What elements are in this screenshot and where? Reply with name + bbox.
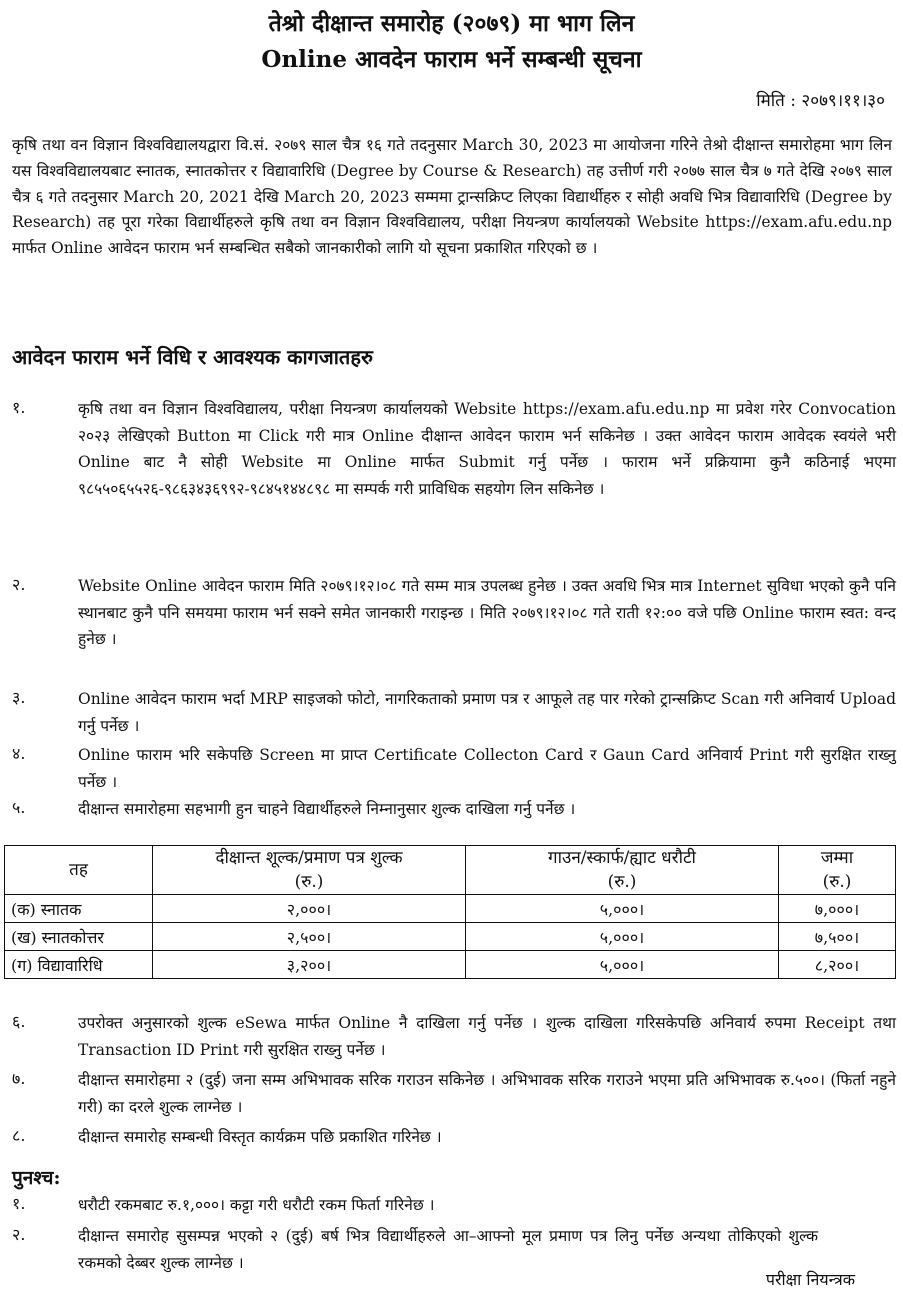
cell-total: ७,०००। bbox=[779, 895, 896, 923]
signature-title: परीक्षा नियन्त्रक bbox=[765, 1270, 855, 1289]
table-row bbox=[5, 923, 896, 951]
cell-total: ८,२००। bbox=[779, 951, 896, 979]
list-item-text: कृषि तथा वन विज्ञान विश्वविद्यालय, परीक्षा नियन्त्रण कार्यालयको Website https://exam.afu.edu.np मा प्रवेश गरेर Convocation २०२३ लेखिएको Button मा Click गरी मात्र Online दीक्षान्त आवेदन फाराम भर्न सकिनेछ । उक्त आवेदन फाराम आवेदक स्वयंले भरी Online बाट नै सोही Website मा Online मार्फत Submit गर्नु पर्नेछ । फाराम भर्ने प्रक्रियामा कुनै कठिनाई भएमा ९८५५०६५५२६-९८६३४३६९९२-९८४५१४४८९८ मा सम्पर्क गरी प्राविधिक सहयोग लिन सकिनेछ । bbox=[78, 400, 896, 498]
list-item-text: Website Online आवेदन फाराम मिति २०७९।१२।०८ गते सम्म मात्र उपलब्ध हुनेछ । उक्त अवधि भित्र मात्र Internet सुविधा भएको कुनै पनि स्थानबाट कुनै पनि समयमा फाराम भर्न सक्ने समेत जानकारी गराइन्छ । मिति २०७९।१२।०८ गते राती १२:०० वजे पछि Online फाराम स्वत: वन्द हुनेछ । bbox=[78, 577, 896, 648]
cell-fee: २,०००। bbox=[153, 895, 466, 923]
cell-fee: २,५००। bbox=[153, 923, 466, 951]
cell-level: (ख) स्नातकोत्तर bbox=[5, 923, 153, 951]
notice-title-line2: Online आवदेन फाराम भर्ने सम्बन्धी सूचना bbox=[261, 46, 642, 73]
fee-table bbox=[4, 845, 896, 979]
list-item-number: १. bbox=[12, 398, 26, 417]
list-item-text: Online आवेदन फाराम भर्दा MRP साइजको फोटो, नागरिकताको प्रमाण पत्र र आफूले तह पार गरेको ट्रान्सक्रिप्ट Scan गरी अनिवार्य Upload गर्नु पर्नेछ । bbox=[78, 690, 896, 735]
list-item-number: ७. bbox=[12, 1069, 26, 1088]
cell-total: ७,५००। bbox=[779, 923, 896, 951]
list-item-number: ८. bbox=[12, 1126, 26, 1145]
cell-deposit: ५,०००। bbox=[466, 923, 779, 951]
list-item-text: दीक्षान्त समारोहमा २ (दुई) जना सम्म अभिभावक सरिक गराउन सकिनेछ । अभिभावक सरिक गराउने भएमा प्रति अभिभावक रु.५००। (फिर्ता नहुने गरी) का दरले शुल्क लाग्नेछ । bbox=[78, 1071, 896, 1116]
list-item-number: ५. bbox=[12, 798, 26, 817]
list-item-text: दीक्षान्त समारोहमा सहभागी हुन चाहने विद्यार्थीहरुले निम्नानुसार शुल्क दाखिला गर्नु पर्नेछ । bbox=[78, 800, 576, 818]
cell-deposit: ५,०००। bbox=[466, 951, 779, 979]
list-item-text: उपरोक्त अनुसारको शुल्क eSewa मार्फत Online नै दाखिला गर्नु पर्नेछ । शुल्क दाखिला गरिसकेपछि अनिवार्य रुपमा Receipt तथा Transaction ID Print गरी सुरक्षित राख्नु पर्नेछ । bbox=[78, 1014, 896, 1059]
column-header-fee: दीक्षान्त शूल्क/प्रमाण पत्र शुल्क (रु.) bbox=[153, 846, 466, 895]
list-item-text: दीक्षान्त समारोह सम्बन्धी विस्तृत कार्यक्रम पछि प्रकाशित गरिनेछ । bbox=[78, 1128, 442, 1146]
section-heading: आवेदन फाराम भर्ने विधि र आवश्यक कागजातहरु bbox=[12, 345, 373, 369]
notice-date: मिति : २०७९।११।३० bbox=[756, 91, 885, 111]
column-header-total: जम्मा (रु.) bbox=[779, 846, 896, 895]
cell-level: (ग) विद्यावारिधि bbox=[5, 951, 153, 979]
list-item-number: १. bbox=[12, 1194, 26, 1213]
list-item-number: ४. bbox=[12, 744, 26, 763]
column-header-level: तह bbox=[5, 846, 153, 895]
table-row bbox=[5, 895, 896, 923]
list-item-number: २. bbox=[12, 1225, 26, 1244]
list-item-text: धरौटी रकमबाट रु.१,०००। कट्टा गरी धरौटी रकम फिर्ता गरिनेछ । bbox=[78, 1196, 435, 1214]
cell-deposit: ५,०००। bbox=[466, 895, 779, 923]
list-item-text: दीक्षान्त समारोह सुसम्पन्न भएको २ (दुई) बर्ष भित्र विद्यार्थीहरुले आ–आफ्नो मूल प्रमाण पत्र लिनु पर्नेछ अन्यथा तोकिएको शुल्क रकमको देब्बर शुल्क लाग्नेछ । bbox=[78, 1227, 818, 1272]
cell-level: (क) स्नातक bbox=[5, 895, 153, 923]
list-item-number: २. bbox=[12, 575, 26, 594]
list-item-text: Online फाराम भरि सकेपछि Screen मा प्राप्त Certificate Collecton Card र Gaun Card अनिवार्य Print गरी सुरक्षित राख्नु पर्नेछ । bbox=[78, 746, 896, 791]
postscript-heading: पुनश्च: bbox=[12, 1167, 61, 1189]
list-item-number: ६. bbox=[12, 1012, 26, 1031]
cell-fee: ३,२००। bbox=[153, 951, 466, 979]
notice-title-line1: तेश्रो दीक्षान्त समारोह (२०७९) मा भाग लिन bbox=[268, 10, 635, 37]
list-item-number: ३. bbox=[12, 688, 26, 707]
column-header-deposit: गाउन/स्कार्फ/ह्याट धरौटी (रु.) bbox=[466, 846, 779, 895]
table-row bbox=[5, 951, 896, 979]
fee-table-header-row bbox=[5, 846, 896, 895]
intro-paragraph: कृषि तथा वन विज्ञान विश्वविद्यालयद्वारा वि.सं. २०७९ साल चैत्र १६ गते तदनुसार March 30, 2023 मा आयोजना गरिने तेश्रो दीक्षान्त समारोहमा भाग लिन यस विश्वविद्यालयबाट स्नातक, स्नातकोत्तर र विद्यावारिधि (Degree by Course & Research) तह उत्तीर्ण गरी २०७७ साल चैत्र ७ गते देखि २०७९ साल चैत्र ६ गते तदनुसार March 20, 2021 देखि March 20, 2023 सम्ममा ट्रान्सक्रिप्ट लिएका विद्यार्थीहरु र सोही अवधि भित्र विद्यावारिधि (Degree by Research) तह पूरा गरेका विद्यार्थीहरुले कृषि तथा वन विज्ञान विश्वविद्यालय, परीक्षा नियन्त्रण कार्यालयको Website https://exam.afu.edu.np मार्फत Online आवेदन फाराम भर्न सम्बन्धित सबैको जानकारीको लागि यो सूचना प्रकाशित गरिएको छ । bbox=[12, 136, 892, 258]
